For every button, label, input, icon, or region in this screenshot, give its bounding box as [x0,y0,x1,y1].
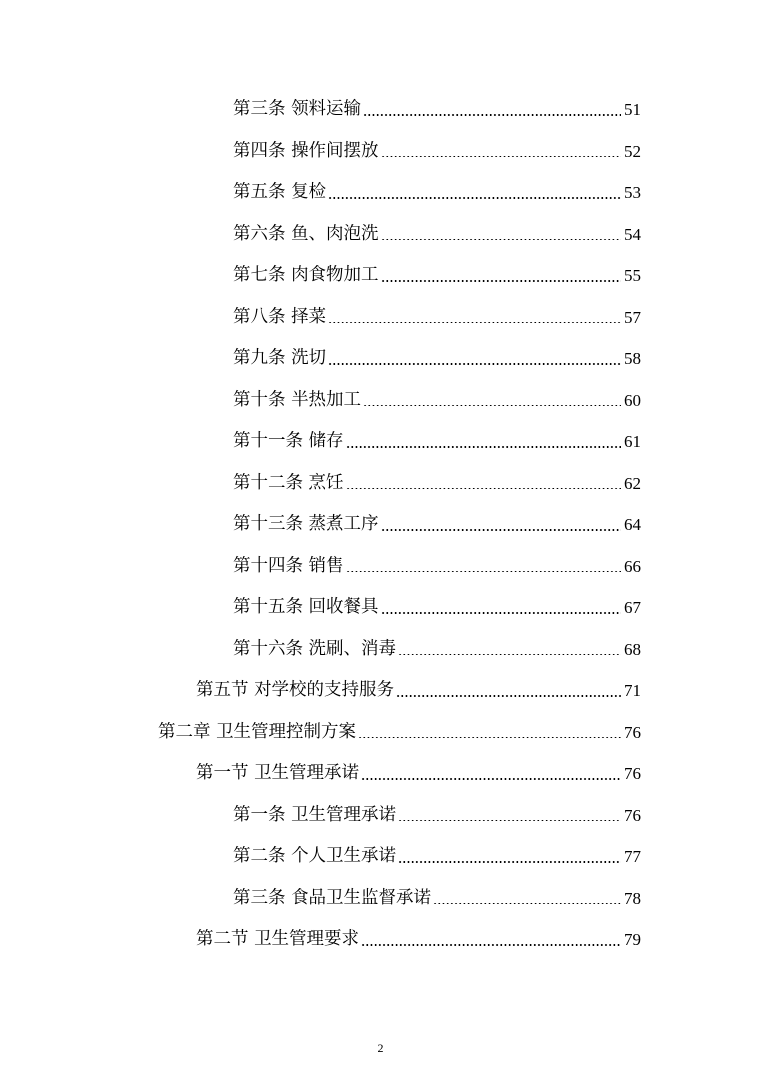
toc-entry-label: 第七条 肉食物加工 [233,265,379,285]
toc-entry-page: 68 [624,639,641,659]
toc-entry-label: 第八条 择菜 [233,306,327,327]
dot-leader [346,488,621,490]
dot-leader [363,405,621,407]
toc-entry-page: 79 [624,930,641,950]
toc-entry-label: 第三条 食品卫生监督承诺 [233,887,432,908]
dot-leader [398,861,621,863]
toc-entry[interactable] [0,463,641,505]
toc-entry[interactable] [0,504,641,546]
toc-entry-label: 第五节 对学校的支持服务 [196,680,395,700]
dot-leader [328,197,621,199]
toc-entry-page: 71 [624,681,641,701]
page-number: 2 [377,1041,384,1055]
table-of-contents [0,89,761,961]
toc-entry-label: 第十四条 销售 [233,555,344,576]
toc-entry-page: 64 [624,515,641,535]
toc-entry-label: 第二章 卫生管理控制方案 [158,721,357,742]
dot-leader [381,280,621,282]
dot-leader [346,446,621,448]
dot-leader [381,156,621,158]
dot-leader [433,903,621,905]
toc-entry[interactable] [0,89,641,131]
toc-entry[interactable] [0,214,641,256]
toc-entry-label: 第一节 卫生管理承诺 [196,763,360,783]
toc-entry-label: 第十一条 储存 [233,431,344,451]
dot-leader [328,322,621,324]
dot-leader [361,944,621,946]
toc-entry[interactable] [0,255,641,297]
toc-entry[interactable] [0,712,641,754]
dot-leader [381,612,621,614]
toc-entry-page: 61 [624,432,641,452]
toc-entry-page: 78 [624,888,641,908]
toc-entry[interactable] [0,836,641,878]
toc-entry-label: 第五条 复检 [233,182,327,202]
toc-entry[interactable] [0,172,641,214]
dot-leader [396,695,621,697]
dot-leader [381,529,621,531]
dot-leader [398,654,621,656]
toc-entry-label: 第二节 卫生管理要求 [196,929,360,949]
toc-entry-page: 60 [624,390,641,410]
toc-entry-page: 53 [624,183,641,203]
dot-leader [328,363,621,365]
toc-entry-label: 第十条 半热加工 [233,389,362,410]
toc-entry[interactable] [0,421,641,463]
toc-entry-page: 77 [624,847,641,867]
toc-entry-page: 62 [624,473,641,493]
toc-entry[interactable] [0,131,641,173]
toc-entry-page: 76 [624,722,641,742]
toc-entry-label: 第十三条 蒸煮工序 [233,514,379,534]
toc-entry-page: 76 [624,764,641,784]
toc-entry-label: 第十六条 洗刷、消毒 [233,638,397,659]
toc-entry-label: 第十五条 回收餐具 [233,597,379,617]
toc-entry[interactable] [0,297,641,339]
toc-entry[interactable] [0,380,641,422]
dot-leader [363,114,621,116]
toc-entry[interactable] [0,629,641,671]
toc-entry-label: 第九条 洗切 [233,348,327,368]
dot-leader [361,778,621,780]
toc-entry[interactable] [0,919,641,961]
toc-entry-label: 第四条 操作间摆放 [233,140,379,161]
toc-entry[interactable] [0,670,641,712]
toc-entry[interactable] [0,753,641,795]
toc-entry-label: 第一条 卫生管理承诺 [233,804,397,825]
toc-entry-label: 第三条 领料运输 [233,99,362,119]
toc-entry-label: 第二条 个人卫生承诺 [233,846,397,866]
dot-leader [381,239,621,241]
toc-entry[interactable] [0,546,641,588]
toc-entry-page: 55 [624,266,641,286]
toc-entry[interactable] [0,878,641,920]
toc-entry-page: 52 [624,141,641,161]
toc-entry-page: 76 [624,805,641,825]
dot-leader [398,820,621,822]
toc-entry-page: 66 [624,556,641,576]
toc-entry-page: 57 [624,307,641,327]
toc-entry-page: 67 [624,598,641,618]
toc-entry-page: 54 [624,224,641,244]
toc-entry-label: 第十二条 烹饪 [233,472,344,493]
toc-entry[interactable] [0,587,641,629]
toc-entry[interactable] [0,795,641,837]
toc-entry-page: 58 [624,349,641,369]
dot-leader [358,737,621,739]
toc-entry[interactable] [0,338,641,380]
dot-leader [346,571,621,573]
toc-entry-page: 51 [624,100,641,120]
toc-entry-label: 第六条 鱼、肉泡洗 [233,223,379,244]
